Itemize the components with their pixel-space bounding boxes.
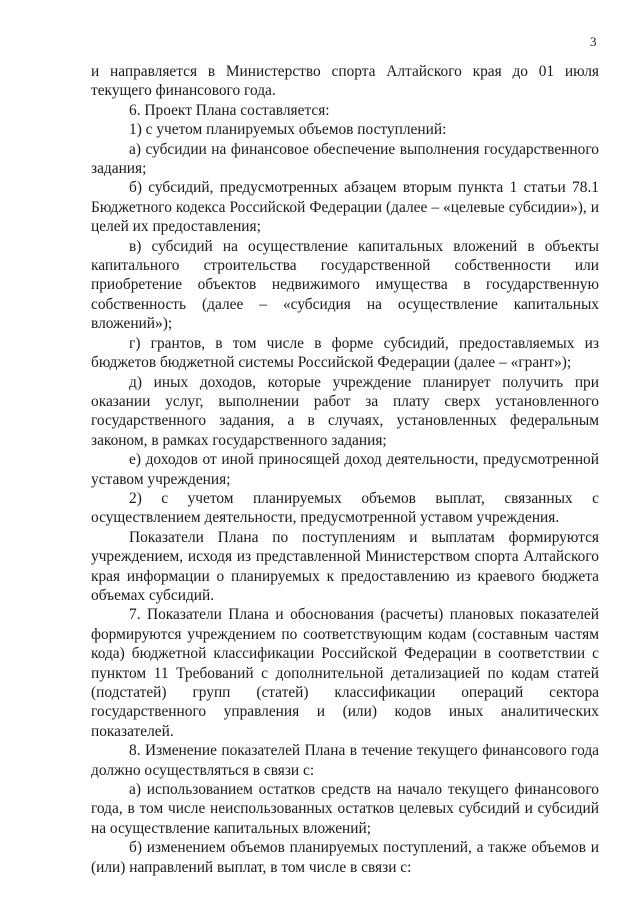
paragraph-subitem-d: д) иных доходов, которые учреждение планирует получить при оказании услуг, выполнении работ за плату сверх установленного государственного задания, а в случаях, установленных федеральным законом, в рамках государственного задания; [91,373,599,449]
paragraph-subitem-a: а) субсидии на финансовое обеспечение выполнения государственного задания; [91,140,599,178]
paragraph-item-8-b: б) изменением объемов планируемых поступлений, а также объемов и (или) направлений выплат, в том числе в связи с: [91,839,599,876]
document-body [91,62,599,877]
paragraph-item-8-a: а) использованием остатков средств на начало текущего финансового года, в том числе неиспользованных остатков целевых субсидий и субсидий на осуществление капитальных вложений; [91,781,599,837]
paragraph-item-6: 6. Проект Плана составляется: [129,101,330,119]
paragraph-indicators: Показатели Плана по поступлениям и выплатам формируются учреждением, исходя из представленной Министерством спорта Алтайского края информации о планируемых к предоставлению из краевого бюджета объемах субсидий. [91,528,599,604]
paragraph-subitem-v: в) субсидий на осуществление капитальных вложений в объекты капитального строительства государственной собственности или приобретение объектов недвижимого имущества в государственную собственность (далее – «субсидия на осуществление капитальных вложений»); [91,237,599,333]
paragraph-subitem-1: 1) с учетом планируемых объемов поступлений: [129,121,447,139]
paragraph-subitem-2: 2) с учетом планируемых объемов выплат, связанных с осуществлением деятельности, предусмотренной уставом учреждения. [91,489,599,527]
page-number: 3 [590,34,597,49]
paragraph-subitem-g: г) грантов, в том числе в форме субсидий, предоставляемых из бюджетов бюджетной системы Российской Федерации (далее – «грант»); [91,334,599,372]
paragraph-item-7: 7. Показатели Плана и обоснования (расчеты) плановых показателей формируются учреждением по соответствующим кодам (составным частям кода) бюджетной классификации Российской Федерации в соответствии с пунктом 11 Требований с дополнительной детализацией по кодам статей (подстатей) групп (статей) классификации операций сектора государственного управления и (или) кодов иных аналитических показателей. [91,606,599,740]
paragraph-continuation: и направляется в Министерство спорта Алтайского края до 01 июля текущего финансового года. [91,63,599,100]
paragraph-item-8: 8. Изменение показателей Плана в течение текущего финансового года должно осуществляться в связи с: [91,742,599,779]
paragraph-subitem-e: е) доходов от иной приносящей доход деятельности, предусмотренной уставом учреждения; [91,451,599,488]
paragraph-subitem-b: б) субсидий, предусмотренных абзацем вторым пункта 1 статьи 78.1 Бюджетного кодекса Российской Федерации (далее – «целевые субсидии»), и целей их предоставления; [91,179,599,236]
